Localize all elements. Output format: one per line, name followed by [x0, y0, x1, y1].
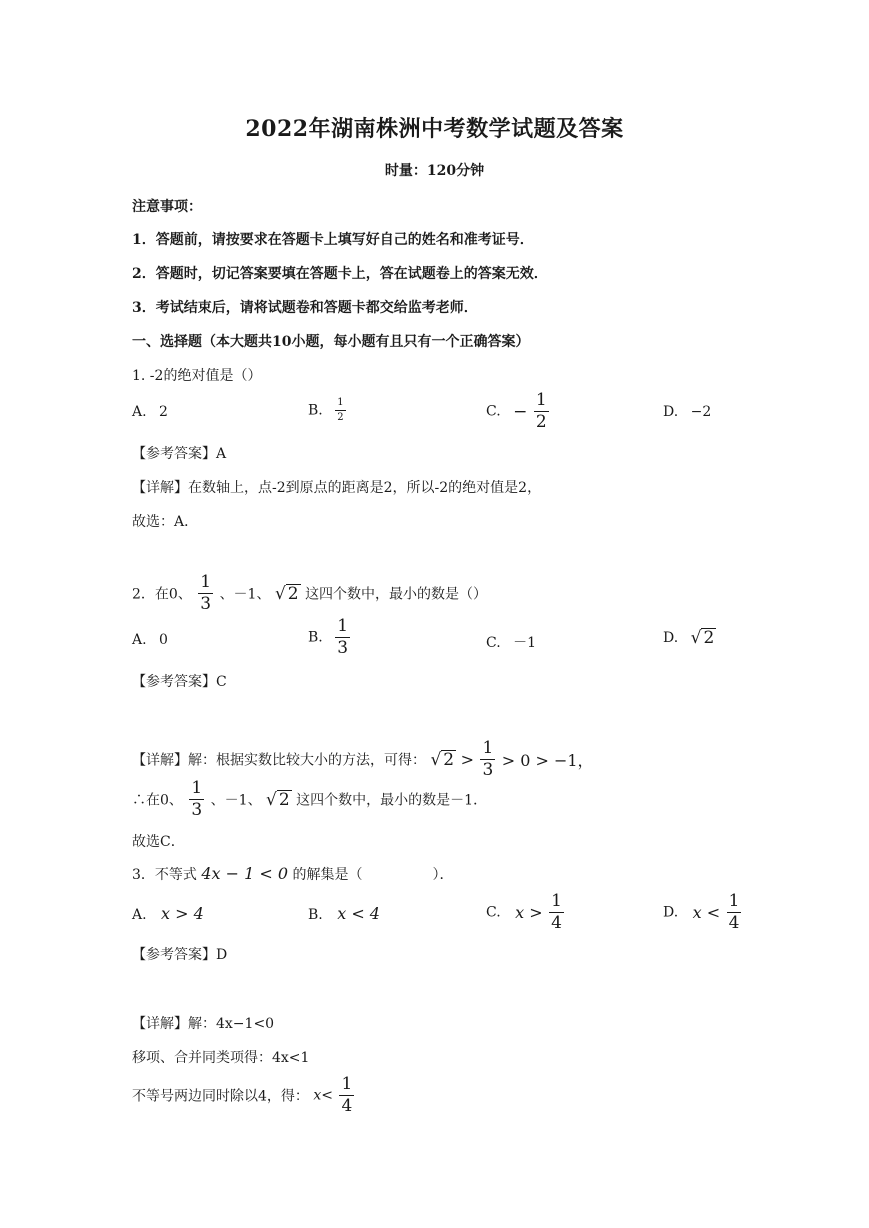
q3-step-2 — [132, 1076, 356, 1115]
q2-option-a — [132, 632, 168, 648]
fraction-denominator: 3 — [482, 760, 494, 780]
inequality-chain: > 0 > −1， — [501, 751, 594, 770]
step-text: 不等号两边同时除以4，得： — [132, 1088, 309, 1105]
q1-stem: 1. -2的绝对值是（） — [132, 368, 262, 384]
q1-option-a — [132, 404, 168, 420]
stem-text: 2．在0、 — [132, 586, 192, 603]
fraction-numerator: 1 — [341, 1074, 353, 1094]
fraction-denominator: 4 — [728, 913, 740, 933]
option-label: D. — [663, 630, 679, 646]
detail-text: 【详解】解：根据实数比较大小的方法，可得： — [132, 752, 426, 769]
square-root: √ 2 — [274, 583, 299, 604]
option-label: B. — [308, 629, 323, 646]
option-label: A. — [132, 404, 147, 420]
square-root: √ 2 — [430, 749, 455, 770]
therefore-text: 、－1、 — [210, 792, 262, 809]
q1-conclusion: 故选：A． — [132, 514, 199, 530]
stem-text: 3．不等式 — [132, 867, 197, 883]
inequality-expression: 4x − 1 < 0 — [201, 864, 289, 883]
q3-step-1: 移项、合并同类项得：4x<1 — [132, 1050, 310, 1066]
fraction-denominator: 4 — [551, 913, 562, 933]
option-value: x > 4 — [161, 904, 204, 923]
q3-option-b — [308, 904, 380, 923]
q1-detail: 【详解】在数轴上，点-2到原点的距离是2，所以-2的绝对值是2， — [132, 480, 542, 496]
radicand: 2 — [278, 789, 290, 810]
option-label: C. — [486, 403, 501, 420]
fraction-denominator: 4 — [341, 1096, 353, 1116]
q2-answer: 【参考答案】C — [132, 674, 227, 690]
stem-text: 这四个数中，最小的数是（） — [305, 586, 488, 603]
q2-therefore — [132, 780, 487, 819]
fraction-numerator: 1 — [337, 616, 349, 636]
option-value: x < — [692, 903, 721, 922]
q3-detail: 【详解】解：4x−1<0 — [132, 1016, 275, 1032]
stem-text: 的解集是（ ）． — [292, 867, 454, 883]
option-label: A. — [132, 632, 147, 648]
therefore-text: ∴在0、 — [132, 792, 183, 809]
fraction — [549, 893, 564, 932]
q2-conclusion: 故选C． — [132, 834, 185, 850]
fraction-numerator: 1 — [191, 778, 203, 798]
q3-option-d — [663, 893, 743, 932]
option-label: B. — [308, 402, 323, 419]
notice-item-2: 2．答题时，切记答案要填在答题卡上，答在试题卷上的答案无效． — [132, 266, 548, 282]
option-value: x > — [515, 903, 543, 922]
fraction — [335, 398, 345, 423]
fraction-denominator: 2 — [535, 412, 547, 432]
fraction-denominator: 3 — [337, 638, 349, 658]
fraction-denominator: 3 — [200, 594, 212, 614]
notice-item-3: 3．考试结束后，请将试题卷和答题卡都交给监考老师． — [132, 300, 478, 316]
fraction — [534, 392, 549, 431]
fraction-numerator: 1 — [482, 738, 494, 758]
q3-answer: 【参考答案】D — [132, 947, 228, 963]
page-title: 2022年湖南株洲中考数学试题及答案 — [245, 116, 624, 142]
fraction-numerator: 1 — [728, 891, 740, 911]
negative-sign: − — [513, 401, 528, 422]
option-label: C. — [486, 635, 501, 651]
q2-detail — [132, 740, 594, 779]
fraction — [189, 780, 204, 819]
option-label: B. — [308, 907, 323, 923]
radicand: 2 — [703, 628, 715, 648]
q2-stem — [132, 574, 487, 613]
notice-item-1: 1．答题前，请按要求在答题卡上填写好自己的姓名和准考证号． — [132, 232, 534, 248]
stem-text: 、－1、 — [219, 586, 271, 603]
fraction — [727, 893, 742, 932]
fraction-denominator: 3 — [191, 800, 203, 820]
option-value: −2 — [690, 404, 712, 420]
section-heading: 一、选择题（本大题共10小题，每小题有且只有一个正确答案） — [132, 334, 530, 350]
q3-option-a — [132, 904, 204, 923]
fraction — [335, 618, 350, 657]
q1-option-b — [308, 398, 348, 423]
fraction-numerator: 1 — [535, 390, 547, 410]
option-label: D. — [663, 404, 679, 420]
q2-option-c — [486, 632, 536, 652]
option-value: －1 — [513, 635, 537, 651]
inequality-sign: > — [460, 750, 474, 769]
q1-option-c — [486, 392, 551, 431]
fraction-numerator: 1 — [200, 572, 212, 592]
fraction-numerator: 1 — [551, 891, 562, 911]
q3-option-c — [486, 893, 566, 932]
notice-heading: 注意事项： — [132, 199, 202, 215]
option-value: x < 4 — [337, 904, 380, 923]
exam-duration: 时量：120分钟 — [384, 163, 485, 179]
fraction — [198, 574, 213, 613]
fraction-denominator: 2 — [337, 412, 344, 423]
fraction — [339, 1076, 354, 1115]
therefore-text: 这四个数中，最小的数是－1． — [296, 792, 488, 809]
q3-stem — [132, 864, 454, 884]
option-label: C. — [486, 904, 501, 921]
q2-option-b — [308, 618, 352, 657]
fraction — [480, 740, 495, 779]
option-label: A. — [132, 907, 147, 923]
radicand: 2 — [287, 583, 299, 604]
option-value: 0 — [159, 632, 168, 648]
square-root: √ 2 — [266, 789, 290, 810]
q2-option-d — [663, 628, 716, 648]
q1-option-d — [663, 404, 711, 420]
fraction-numerator: 1 — [335, 398, 345, 411]
step-variable: x< — [313, 1087, 334, 1104]
q1-answer: 【参考答案】A — [132, 446, 227, 462]
option-value: 2 — [159, 404, 168, 420]
radicand: 2 — [443, 749, 455, 770]
square-root: √ 2 — [690, 628, 715, 648]
option-label: D. — [663, 904, 679, 921]
